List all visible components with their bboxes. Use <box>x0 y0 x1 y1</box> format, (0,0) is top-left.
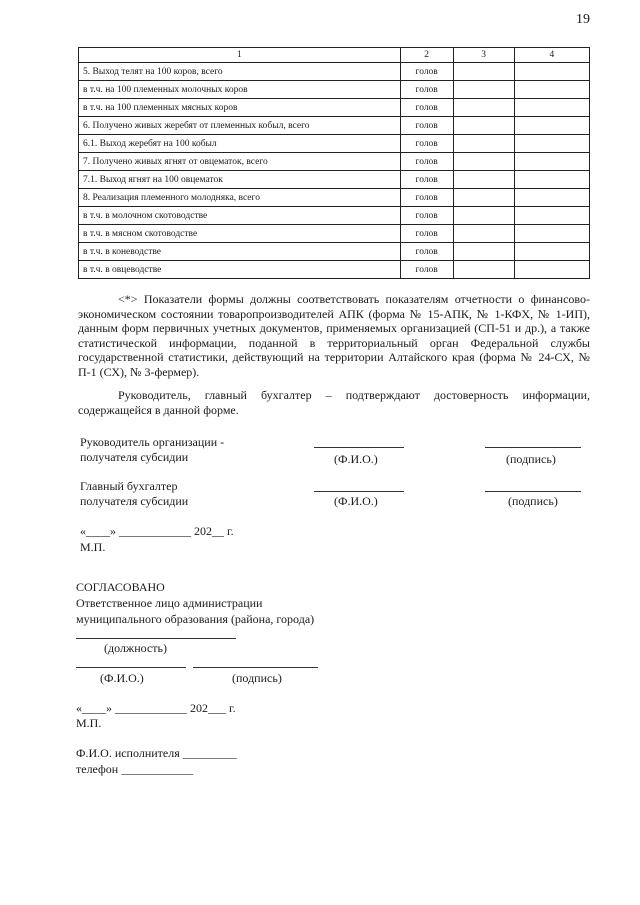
row-value-col3[interactable] <box>453 243 514 261</box>
head-title-line2: получателя субсидии <box>80 450 189 464</box>
accountant-fio-line <box>314 491 404 492</box>
signature-date: «____» ____________ 202__ г. <box>80 524 234 538</box>
accountant-title-line1: Главный бухгалтер <box>80 479 178 493</box>
table-row <box>79 99 590 117</box>
row-value-col4[interactable] <box>514 189 589 207</box>
row-value-col3[interactable] <box>453 81 514 99</box>
row-value-col4[interactable] <box>514 243 589 261</box>
row-value-col3[interactable] <box>453 99 514 117</box>
table-row <box>79 189 590 207</box>
row-value-col3[interactable] <box>453 261 514 279</box>
approval-fio-line <box>76 667 186 668</box>
header-col-4: 4 <box>514 48 589 63</box>
row-unit: голов <box>400 261 453 279</box>
head-title-line1: Руководитель организации - <box>80 435 225 449</box>
approval-line1: Ответственное лицо администрации <box>76 596 263 610</box>
row-unit: голов <box>400 225 453 243</box>
table-row <box>79 135 590 153</box>
page-number: 19 <box>576 12 590 27</box>
row-unit: голов <box>400 207 453 225</box>
approval-fio-caption: (Ф.И.О.) <box>100 671 144 685</box>
executor-phone: телефон ____________ <box>76 762 194 776</box>
table-row <box>79 63 590 81</box>
head-signature-line <box>485 447 581 448</box>
row-value-col3[interactable] <box>453 171 514 189</box>
row-indicator: 8. Реализация племенного молодняка, всего <box>79 189 401 207</box>
accountant-title-line2: получателя субсидии <box>80 494 189 508</box>
row-indicator: в т.ч. в овцеводстве <box>79 261 401 279</box>
row-indicator: 5. Выход телят на 100 коров, всего <box>79 63 401 81</box>
row-unit: голов <box>400 171 453 189</box>
footnote-paragraph: <*> Показатели формы должны соответствовать показателям отчетности о финансово-экономическом состоянии товаропроизводителей АПК (форма № 15-АПК, № 1-КФХ, № 1-ИП), данным форм первичных учетных документов, применяемых организацией (СП-51 и др.), а также статистической информации, поданной в территориальный орган Федеральной службы государственной статистики, действующий на территории Алтайского края (форма № 24-СХ, № П-1 (СХ), № 3-фермер). <box>78 292 590 379</box>
row-indicator: 7.1. Выход ягнят на 100 овцематок <box>79 171 401 189</box>
position-line <box>76 638 236 639</box>
table-row <box>79 171 590 189</box>
table-row <box>79 117 590 135</box>
table-header-row <box>79 48 590 63</box>
row-unit: голов <box>400 117 453 135</box>
row-unit: голов <box>400 189 453 207</box>
row-value-col4[interactable] <box>514 135 589 153</box>
livestock-table <box>78 47 590 279</box>
confirmation-paragraph: Руководитель, главный бухгалтер – подтверждают достоверность информации, содержащейся в данной форме. <box>78 388 590 417</box>
head-fio-line <box>314 447 404 448</box>
row-unit: голов <box>400 99 453 117</box>
approval-date: «____» ____________ 202___ г. <box>76 701 236 715</box>
row-indicator: 7. Получено живых ягнят от овцематок, всего <box>79 153 401 171</box>
approval-stamp: М.П. <box>76 716 102 730</box>
row-value-col4[interactable] <box>514 153 589 171</box>
row-value-col4[interactable] <box>514 63 589 81</box>
row-indicator: 6.1. Выход жеребят на 100 кобыл <box>79 135 401 153</box>
row-value-col4[interactable] <box>514 261 589 279</box>
table-row <box>79 261 590 279</box>
approval-title: СОГЛАСОВАНО <box>76 580 165 594</box>
table-row <box>79 153 590 171</box>
row-unit: голов <box>400 81 453 99</box>
table-row <box>79 81 590 99</box>
approval-signature-caption: (подпись) <box>232 671 282 685</box>
row-value-col3[interactable] <box>453 207 514 225</box>
position-caption: (должность) <box>104 641 167 655</box>
header-col-3: 3 <box>453 48 514 63</box>
row-indicator: в т.ч. на 100 племенных мясных коров <box>79 99 401 117</box>
row-value-col3[interactable] <box>453 63 514 81</box>
row-value-col4[interactable] <box>514 99 589 117</box>
approval-line2: муниципального образования (района, города) <box>76 612 315 626</box>
head-fio-caption: (Ф.И.О.) <box>334 452 378 466</box>
row-indicator: в т.ч. в молочном скотоводстве <box>79 207 401 225</box>
accountant-fio-caption: (Ф.И.О.) <box>334 494 378 508</box>
row-unit: голов <box>400 63 453 81</box>
row-unit: голов <box>400 153 453 171</box>
table-row <box>79 207 590 225</box>
row-value-col4[interactable] <box>514 81 589 99</box>
table-row <box>79 243 590 261</box>
row-value-col3[interactable] <box>453 117 514 135</box>
accountant-signature-line <box>485 491 581 492</box>
signature-stamp: М.П. <box>80 540 106 554</box>
head-signature-caption: (подпись) <box>506 452 556 466</box>
header-col-1: 1 <box>79 48 401 63</box>
row-value-col4[interactable] <box>514 171 589 189</box>
row-value-col4[interactable] <box>514 207 589 225</box>
row-value-col3[interactable] <box>453 189 514 207</box>
row-value-col3[interactable] <box>453 225 514 243</box>
row-value-col3[interactable] <box>453 153 514 171</box>
executor-name: Ф.И.О. исполнителя _________ <box>76 746 237 760</box>
header-col-2: 2 <box>400 48 453 63</box>
table-body <box>79 63 590 279</box>
row-unit: голов <box>400 243 453 261</box>
row-indicator: в т.ч. в мясном скотоводстве <box>79 225 401 243</box>
approval-signature-line <box>193 667 318 668</box>
row-indicator: в т.ч. на 100 племенных молочных коров <box>79 81 401 99</box>
accountant-signature-caption: (подпись) <box>508 494 558 508</box>
row-value-col3[interactable] <box>453 135 514 153</box>
table-row <box>79 225 590 243</box>
row-indicator: 6. Получено живых жеребят от племенных кобыл, всего <box>79 117 401 135</box>
row-value-col4[interactable] <box>514 117 589 135</box>
row-indicator: в т.ч. в коневодстве <box>79 243 401 261</box>
row-value-col4[interactable] <box>514 225 589 243</box>
row-unit: голов <box>400 135 453 153</box>
